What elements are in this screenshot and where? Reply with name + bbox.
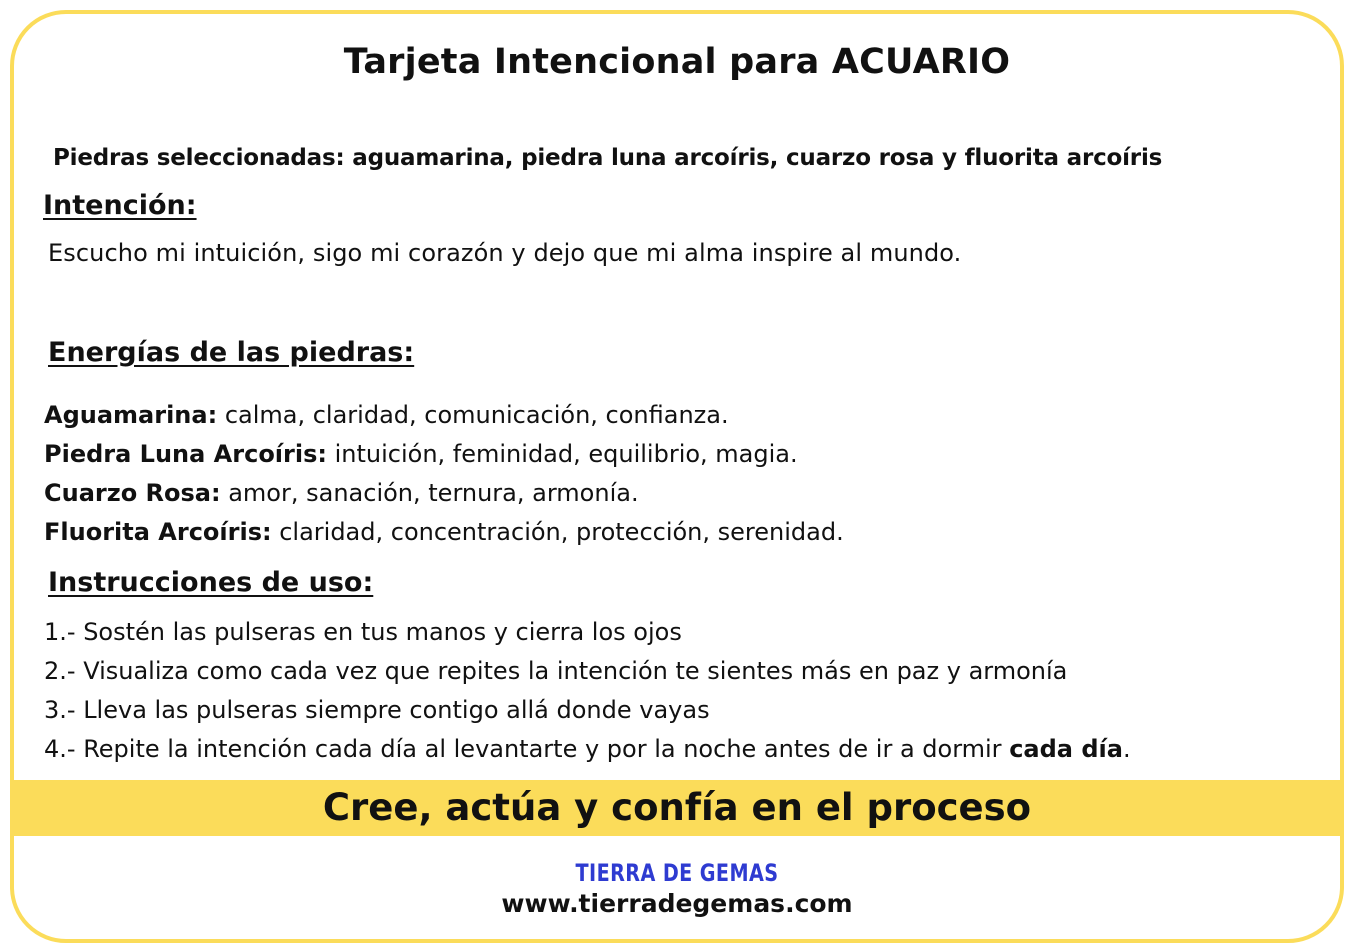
instruction-step — [44, 735, 1131, 763]
energy-name: Cuarzo Rosa: — [44, 479, 221, 507]
energy-item — [44, 440, 798, 468]
energy-name: Piedra Luna Arcoíris: — [44, 440, 327, 468]
card-title: Tarjeta Intencional para ACUARIO — [343, 42, 1011, 82]
energies-heading: Energías de las piedras: — [48, 337, 415, 368]
instruction-step-text: 4.- Repite la intención cada día al levantarte y por la noche antes de ir a dormir — [44, 735, 1010, 763]
energy-item — [44, 479, 639, 507]
energy-desc: amor, sanación, ternura, armonía. — [220, 479, 639, 507]
intention-heading: Intención: — [43, 190, 197, 221]
instruction-step: 2.- Visualiza como cada vez que repites la intención te sientes más en paz y armonía — [44, 657, 1068, 685]
energy-item — [44, 518, 844, 546]
energy-name: Aguamarina: — [44, 401, 218, 429]
motto-banner — [14, 780, 1340, 836]
brand-logo: TIERRA DE GEMAS — [575, 859, 779, 887]
instructions-heading: Instrucciones de uso: — [48, 567, 374, 598]
energy-desc: intuición, feminidad, equilibrio, magia. — [326, 440, 798, 468]
intention-card — [10, 10, 1344, 943]
energy-desc: calma, claridad, comunicación, confianza. — [217, 401, 729, 429]
instruction-step: 1.- Sostén las pulseras en tus manos y cierra los ojos — [44, 618, 682, 646]
energy-item — [44, 401, 729, 429]
motto-text: Cree, actúa y confía en el proceso — [322, 786, 1032, 829]
instruction-step-end: . — [1122, 735, 1131, 763]
instruction-emphasis: cada día — [1009, 735, 1123, 763]
instruction-step: 3.- Lleva las pulseras siempre contigo allá donde vayas — [44, 696, 710, 724]
energy-desc: claridad, concentración, protección, serenidad. — [271, 518, 844, 546]
intention-text: Escucho mi intuición, sigo mi corazón y dejo que mi alma inspire al mundo. — [48, 239, 962, 267]
selected-stones: Piedras seleccionadas: aguamarina, piedra luna arcoíris, cuarzo rosa y fluorita arcoíris — [53, 145, 1163, 171]
energy-name: Fluorita Arcoíris: — [44, 518, 272, 546]
website-url: www.tierradegemas.com — [501, 889, 853, 918]
